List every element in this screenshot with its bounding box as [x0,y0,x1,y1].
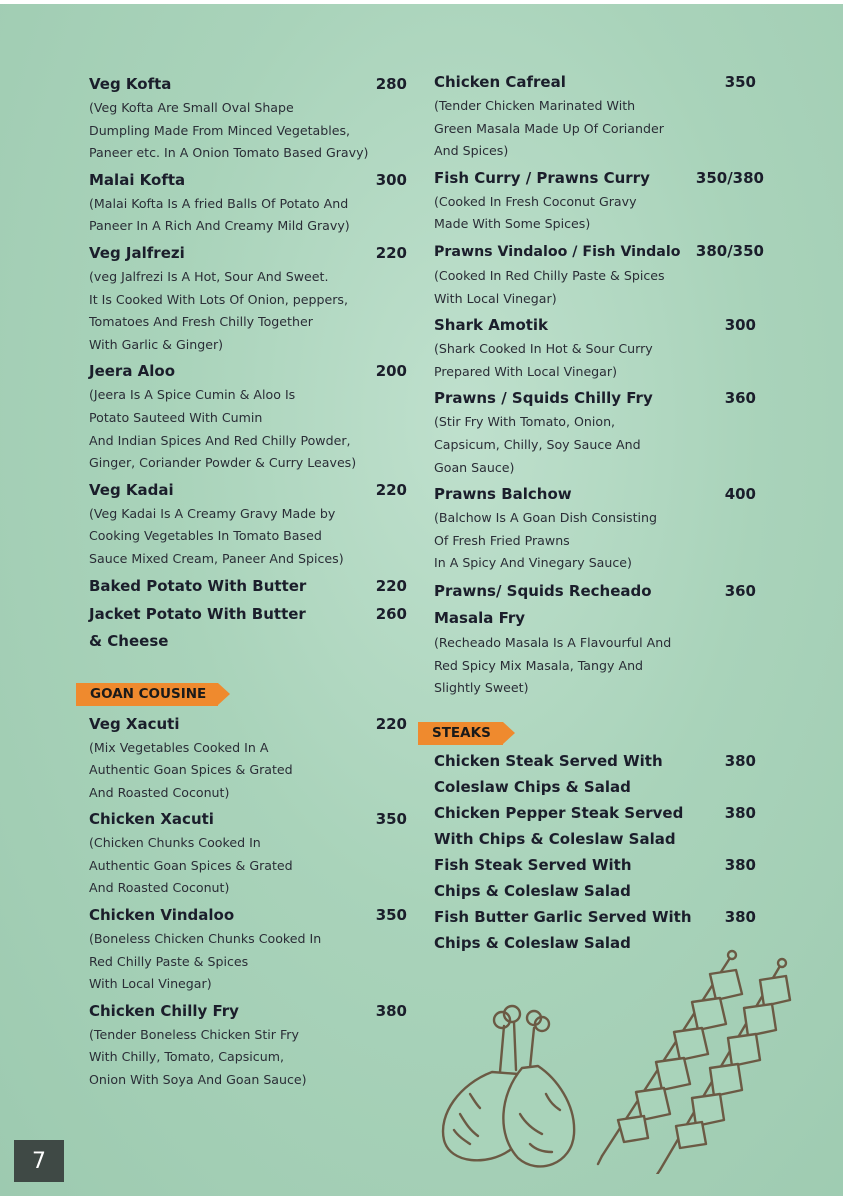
item-description: (Tender Chicken Marinated With Green Masala Made Up Of Coriander And Spices) [434,98,664,159]
item-name: Veg Jalfrezi [89,243,185,262]
item-price: 380 [724,751,756,770]
item-price: 380 [724,907,756,926]
left-column [89,72,407,1095]
item-price: 400 [724,485,756,504]
item-price: 350/380 [695,168,764,187]
item-name: Chicken Steak Served With Coleslaw Chips & Salad [434,751,663,796]
item-description: (Stir Fry With Tomato, Onion, Capsicum, Chilly, Soy Sauce And Goan Sauce) [434,414,641,475]
menu-item [434,313,764,383]
goan-cuisine-section [89,683,407,1092]
item-name: Veg Xacuti [89,714,180,733]
menu-item [434,239,764,310]
item-price: 360 [724,389,756,408]
right-column [434,70,764,956]
menu-item [434,166,764,236]
item-price: 260 [375,604,407,623]
menu-item [434,748,764,800]
menu-item [89,359,407,474]
page-number-badge: 7 [14,1140,64,1182]
section-label-goan: GOAN COUSINE [76,683,218,706]
menu-item [89,601,407,655]
menu-item [434,578,764,700]
item-description: (Malai Kofta Is A fried Balls Of Potato And Paneer In A Rich And Creamy Mild Gravy) [89,195,350,234]
chicken-leg-icon [443,1006,574,1166]
menu-item [434,482,764,575]
item-price: 350 [375,906,407,925]
menu-item [89,168,407,238]
item-price: 220 [375,714,407,733]
item-name: Jeera Aloo [89,362,176,381]
steaks-section [434,722,764,956]
menu-item [434,70,764,163]
item-description: (Mix Vegetables Cooked In A Authentic Goan Spices & Grated And Roasted Coconut) [89,739,293,800]
menu-item [89,241,407,356]
menu-item [89,72,407,165]
food-illustration [430,944,800,1174]
item-price: 380 [724,855,756,874]
veg-items-list [89,72,407,655]
item-description: (Jeera Is A Spice Cumin & Aloo Is Potato Sauteed With Cumin And Indian Spices And Red Chilly Powder, Ginger, Coriander Powder & Curry Leaves) [89,387,357,471]
item-name: Prawns Balchow [434,485,572,504]
item-name: Veg Kofta [89,75,172,93]
item-price: 300 [375,170,407,189]
kebab-skewer-icon [598,951,790,1174]
item-price: 220 [375,480,407,499]
menu-page [0,4,843,1196]
item-description: (veg Jalfrezi Is A Hot, Sour And Sweet. It Is Cooked With Lots Of Onion, peppers, Tomatoes And Fresh Chilly Together With Garlic & Ginger) [89,268,348,352]
item-name: Prawns / Squids Chilly Fry [434,389,653,408]
item-name: Fish Steak Served With Chips & Coleslaw Salad [434,855,632,900]
menu-item [89,574,407,599]
menu-item [89,807,407,900]
menu-item [89,478,407,571]
item-name: Prawns/ Squids Recheado Masala Fry [434,581,652,627]
item-description: (Cooked In Red Chilly Paste & Spices With Local Vinegar) [434,267,665,306]
item-description: (Veg Kadai Is A Creamy Gravy Made by Cooking Vegetables In Tomato Based Sauce Mixed Cream, Paneer And Spices) [89,505,344,566]
item-description: (Chicken Chunks Cooked In Authentic Goan Spices & Grated And Roasted Coconut) [89,835,293,896]
item-name: Chicken Chilly Fry [89,1001,239,1020]
item-price: 380 [375,1001,407,1020]
item-description: (Shark Cooked In Hot & Sour Curry Prepared With Local Vinegar) [434,341,653,379]
menu-item [434,386,764,479]
item-name: Jacket Potato With Butter & Cheese [89,604,306,650]
item-description: (Veg Kofta Are Small Oval Shape Dumpling Made From Minced Vegetables, Paneer etc. In A Onion Tomato Based Gravy) [89,100,369,161]
item-price: 220 [375,243,407,262]
item-name: Veg Kadai [89,480,174,499]
menu-item [89,999,407,1092]
item-name: Chicken Pepper Steak Served With Chips & Coleslaw Salad [434,803,684,848]
item-name: Shark Amotik [434,316,549,335]
item-price: 380/350 [695,241,764,260]
item-description: (Recheado Masala Is A Flavourful And Red Spicy Mix Masala, Tangy And Slightly Sweet) [434,634,672,696]
item-price: 300 [724,316,756,335]
item-price: 350 [724,73,756,91]
item-description: (Balchow Is A Goan Dish Consisting Of Fresh Fried Prawns In A Spicy And Vinegary Sauce) [434,510,658,571]
section-label-steaks: STEAKS [418,722,503,745]
menu-item [434,852,764,904]
item-name: Chicken Cafreal [434,73,566,91]
item-price: 200 [375,362,407,381]
item-price: 360 [724,581,756,600]
item-price: 280 [375,75,407,93]
item-price: 350 [375,810,407,829]
item-description: (Boneless Chicken Chunks Cooked In Red Chilly Paste & Spices With Local Vinegar) [89,931,322,992]
item-name: Prawns Vindaloo / Fish Vindalo [434,243,681,260]
item-description: (Cooked In Fresh Coconut Gravy Made With Some Spices) [434,193,637,232]
item-price: 220 [375,576,407,595]
item-name: Fish Curry / Prawns Curry [434,168,650,187]
item-name: Chicken Xacuti [89,810,214,829]
item-name: Baked Potato With Butter [89,576,307,595]
item-price: 380 [724,803,756,822]
item-description: (Tender Boneless Chicken Stir Fry With Chilly, Tomato, Capsicum, Onion With Soya And Goan Sauce) [89,1026,307,1088]
item-name: Malai Kofta [89,170,186,189]
menu-item [434,800,764,852]
menu-item [89,903,407,996]
menu-item [89,712,407,805]
item-name: Fish Butter Garlic Served With Chips & Coleslaw Salad [434,907,692,952]
item-name: Chicken Vindaloo [89,906,235,925]
